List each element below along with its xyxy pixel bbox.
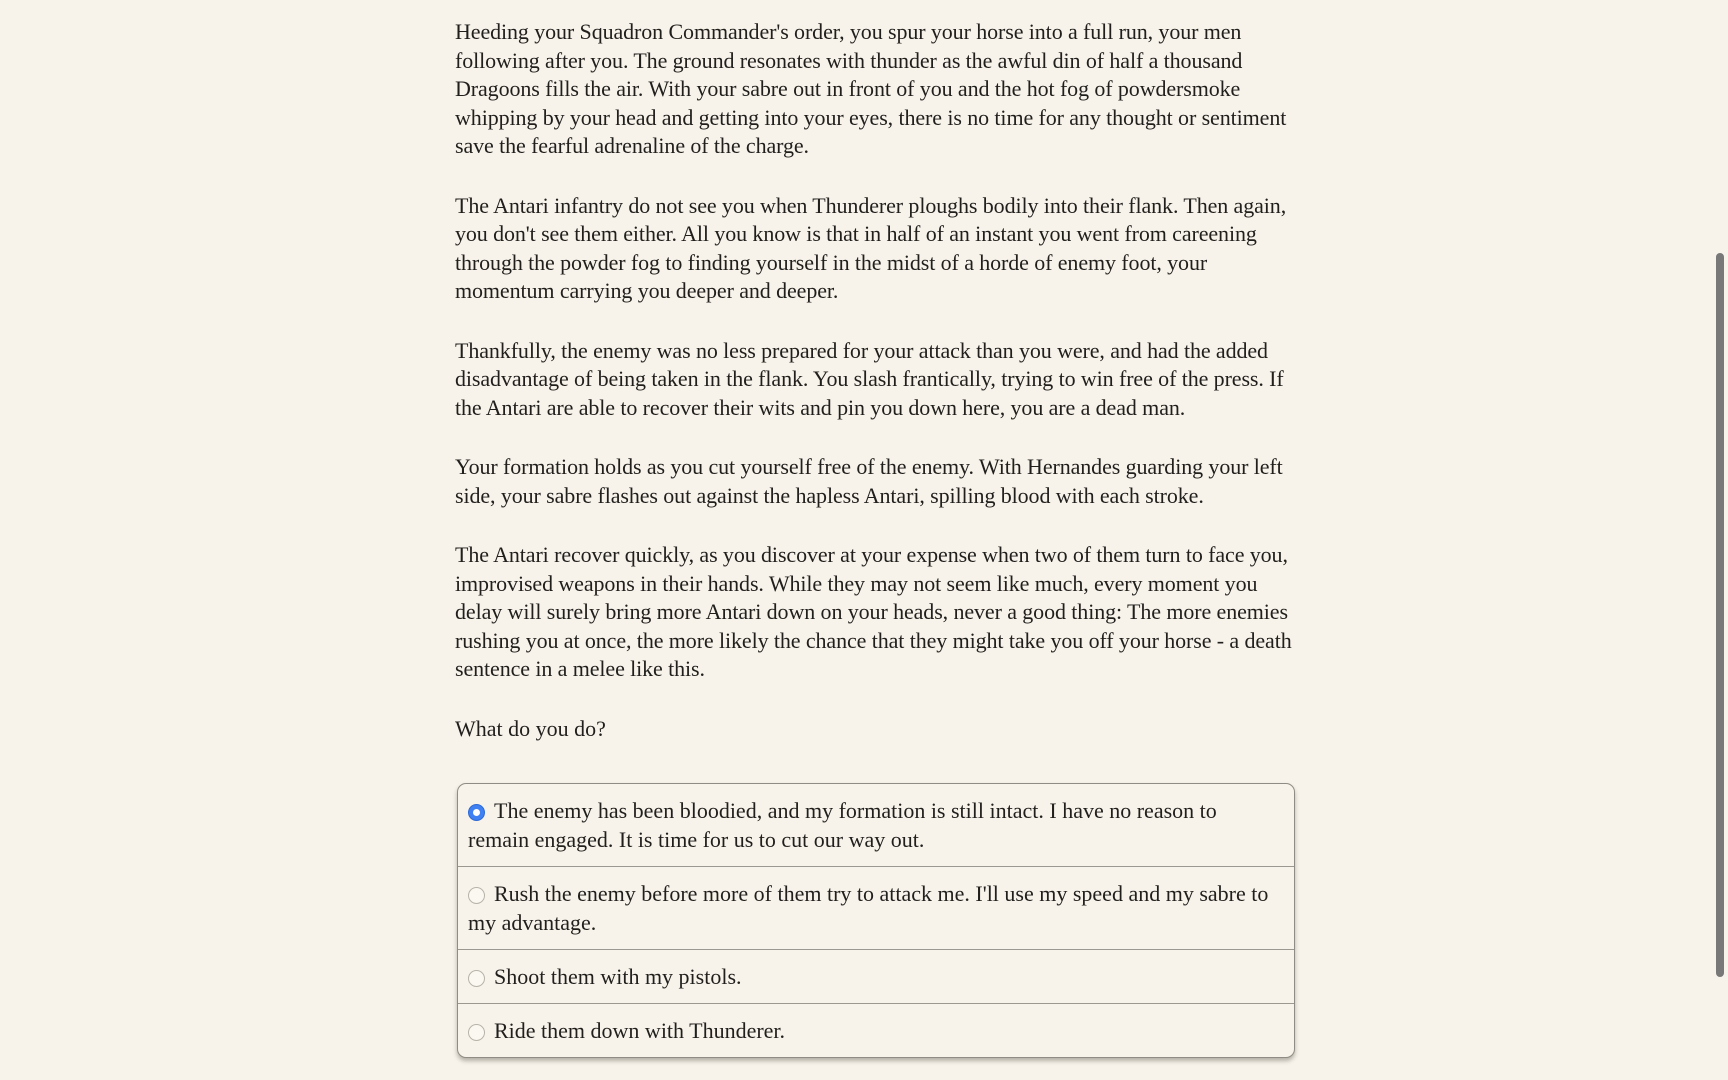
radio-button-icon[interactable] [468, 887, 485, 904]
choices-box [457, 783, 1295, 1058]
story-paragraph: Thankfully, the enemy was no less prepared for your attack than you were, and had the added disadvantage of being taken in the flank. You slash frantically, trying to win free of the press. If the Antari are able to recover their wits and pin you down here, you are a dead man. [455, 337, 1284, 420]
choice-option-3[interactable] [458, 949, 1294, 1003]
choice-option-label: Rush the enemy before more of them try to attack me. I'll use my speed and my sabre to my advantage. [468, 881, 1269, 935]
radio-button-selected-icon[interactable] [468, 804, 485, 821]
choice-option-label: Shoot them with my pistols. [494, 964, 742, 989]
choice-option-label: The enemy has been bloodied, and my formation is still intact. I have no reason to remain engaged. It is time for us to cut our way out. [468, 798, 1217, 852]
radio-dot [473, 809, 480, 816]
choice-option-4[interactable] [458, 1003, 1294, 1057]
story-paragraph: Your formation holds as you cut yourself free of the enemy. With Hernandes guarding your left side, your sabre flashes out against the hapless Antari, spilling blood with each stroke. [455, 454, 1283, 508]
story-paragraph: Heeding your Squadron Commander's order, you spur your horse into a full run, your men following after you. The ground resonates with thunder as the awful din of half a thousand Dragoons fills the air. With your sabre out in front of you and the hot fog of powdersmoke whipping by your head and getting into your eyes, there is no time for any thought or sentiment save the fearful adrenaline of the charge. [455, 19, 1287, 158]
radio-button-icon[interactable] [468, 1024, 485, 1041]
story-page [455, 0, 1297, 1058]
choice-option-label: Ride them down with Thunderer. [494, 1018, 786, 1043]
choice-option-1[interactable] [458, 784, 1294, 866]
story-paragraph: The Antari recover quickly, as you discover at your expense when two of them turn to face you, improvised weapons in their hands. While they may not seem like much, every moment you delay will surely bring more Antari down on your heads, never a good thing: The more enemies rushing you at once, the more likely the chance that they might take you off your horse - a death sentence in a melee like this. [455, 542, 1292, 681]
story-prompt: What do you do? [455, 715, 606, 741]
choice-option-2[interactable] [458, 866, 1294, 949]
scrollbar-thumb[interactable] [1716, 253, 1724, 977]
story-paragraph: The Antari infantry do not see you when Thunderer ploughs bodily into their flank. Then again, you don't see them either. All you know is that in half of an instant you went from careening through the powder fog to finding yourself in the midst of a horde of enemy foot, your momentum carrying you deeper and deeper. [455, 192, 1287, 303]
radio-button-icon[interactable] [468, 970, 485, 987]
